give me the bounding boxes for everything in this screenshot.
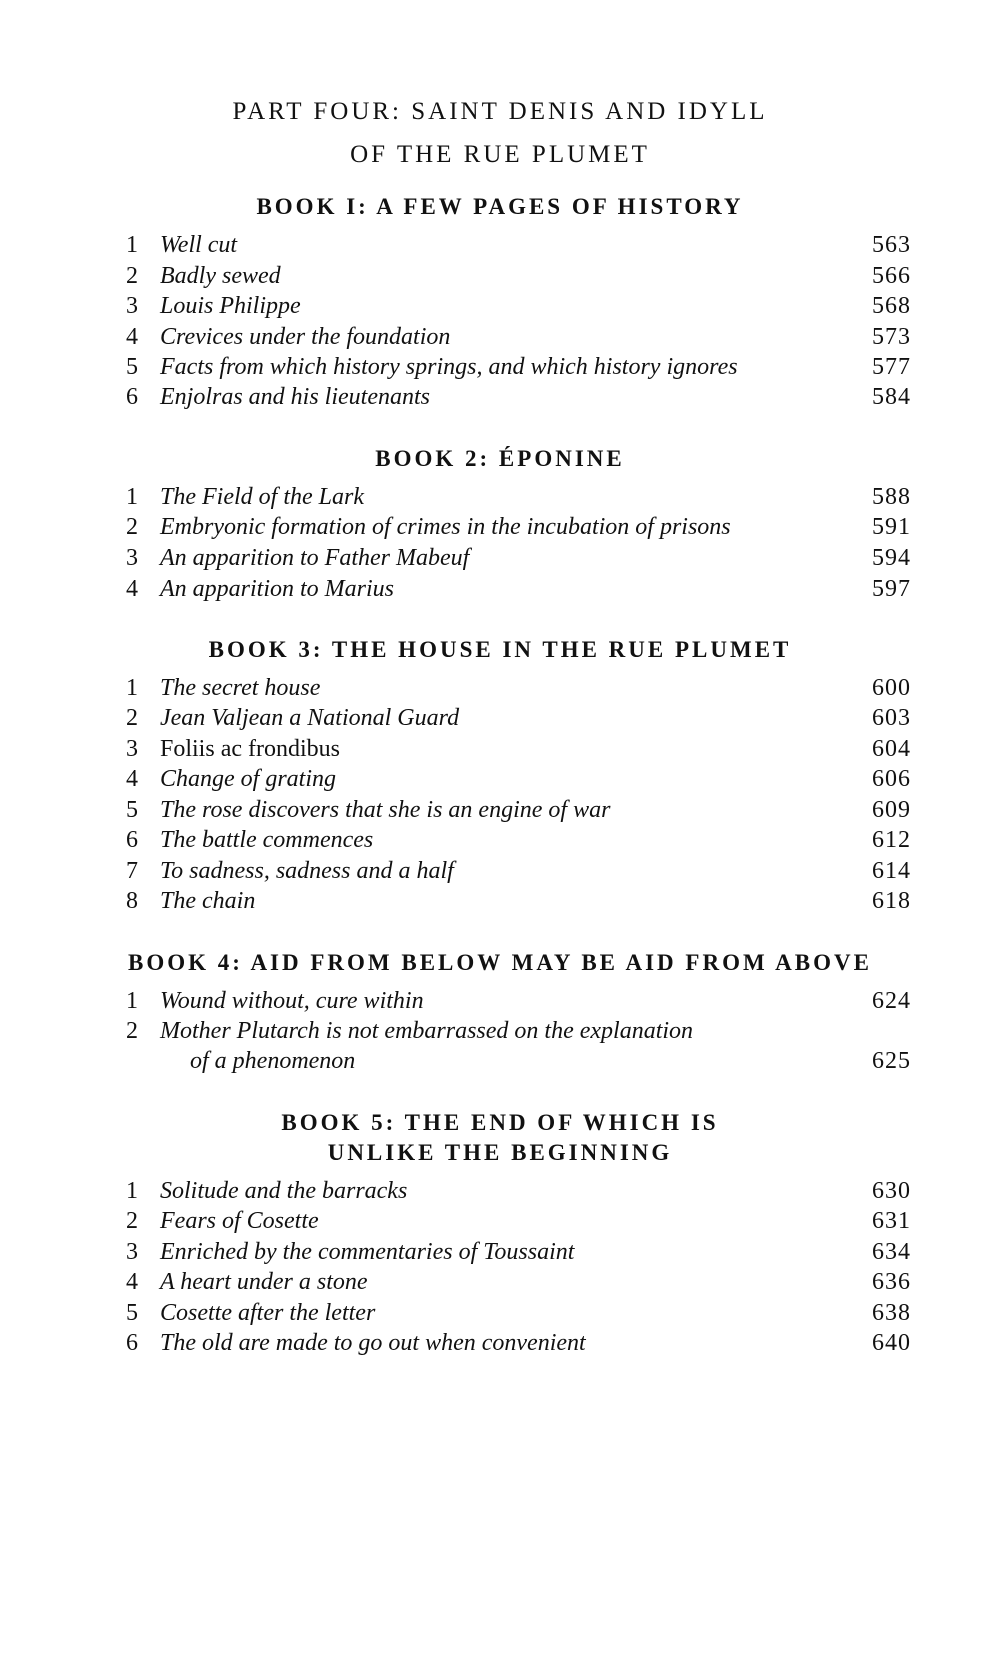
chapter-number: 3: [126, 545, 138, 571]
chapter-entry: [126, 384, 911, 414]
chapter-number: 1: [126, 675, 138, 701]
chapter-number: 6: [126, 1330, 138, 1356]
chapter-title: Badly sewed: [160, 263, 281, 289]
chapter-page: 603: [872, 705, 911, 731]
chapter-entry: [126, 1239, 911, 1269]
chapter-entry: [126, 858, 911, 888]
chapter-title: Crevices under the foundation: [160, 324, 451, 350]
chapter-entry: [126, 736, 911, 766]
book-3-title: BOOK 3: THE HOUSE IN THE RUE PLUMET: [208, 637, 792, 662]
chapter-entry: [126, 797, 911, 827]
chapter-number: 2: [126, 1018, 138, 1044]
chapter-entry: [126, 1330, 911, 1360]
chapter-title: Louis Philippe: [160, 293, 301, 319]
chapter-number: 5: [126, 797, 138, 823]
chapter-number: 1: [126, 232, 138, 258]
chapter-title-continued: of a phenomenon: [190, 1048, 356, 1074]
chapter-page: 594: [872, 545, 911, 571]
chapter-title: Solitude and the barracks: [160, 1178, 408, 1204]
chapter-number: 3: [126, 736, 138, 762]
chapter-title: Wound without, cure within: [160, 988, 424, 1014]
chapter-page: 630: [872, 1178, 911, 1204]
chapter-entry: [126, 232, 911, 262]
chapter-page: 566: [872, 263, 911, 289]
chapter-page: 584: [872, 384, 911, 410]
chapter-number: 6: [126, 384, 138, 410]
chapter-number: 5: [126, 354, 138, 380]
chapter-title: Mother Plutarch is not embarrassed on the explanation: [160, 1018, 694, 1044]
chapter-page: 636: [872, 1269, 911, 1295]
chapter-number: 2: [126, 705, 138, 731]
chapter-number: 1: [126, 484, 138, 510]
chapter-entry: [126, 675, 911, 705]
chapter-number: 3: [126, 1239, 138, 1265]
chapter-number: 2: [126, 263, 138, 289]
book-5-title: BOOK 5: THE END OF WHICH IS: [281, 1110, 719, 1135]
chapter-title: Change of grating: [160, 766, 337, 792]
chapter-entry: [126, 1269, 911, 1299]
chapter-entry: [126, 293, 911, 323]
chapter-title: Enriched by the commentaries of Toussaint: [160, 1239, 575, 1265]
chapter-title: An apparition to Marius: [160, 576, 395, 602]
chapter-title: The rose discovers that she is an engine of war: [160, 797, 611, 823]
chapter-page: 612: [872, 827, 911, 853]
chapter-page: 634: [872, 1239, 911, 1265]
chapter-entry: [126, 705, 911, 735]
chapter-page: 624: [872, 988, 911, 1014]
chapter-entry: [126, 888, 911, 918]
chapter-page: 597: [872, 576, 911, 602]
chapter-entry: [126, 827, 911, 857]
chapter-page: 588: [872, 484, 911, 510]
chapter-page: 600: [872, 675, 911, 701]
chapter-title: Cosette after the letter: [160, 1300, 376, 1326]
chapter-title: Facts from which history springs, and which history ignores: [160, 354, 738, 380]
chapter-entry: [126, 484, 911, 514]
chapter-title: An apparition to Father Mabeuf: [160, 545, 470, 571]
chapter-page: 640: [872, 1330, 911, 1356]
chapter-number: 4: [126, 324, 138, 350]
chapter-entry: [126, 1300, 911, 1330]
chapter-number: 1: [126, 1178, 138, 1204]
chapter-title: Foliis ac frondibus: [160, 736, 340, 762]
book-2-title: BOOK 2: ÉPONINE: [375, 446, 625, 471]
chapter-entry: [126, 1018, 911, 1080]
chapter-title: Embryonic formation of crimes in the incubation of prisons: [160, 514, 731, 540]
chapter-title: Jean Valjean a National Guard: [160, 705, 460, 731]
chapter-entry: [126, 263, 911, 293]
chapter-number: 7: [126, 858, 138, 884]
chapter-title: Enjolras and his lieutenants: [160, 384, 430, 410]
chapter-page: 614: [872, 858, 911, 884]
chapter-entry: [126, 514, 911, 544]
book-5-title-continued: UNLIKE THE BEGINNING: [327, 1140, 673, 1165]
chapter-title: The Field of the Lark: [160, 484, 364, 510]
chapter-number: 2: [126, 514, 138, 540]
chapter-page: 563: [872, 232, 911, 258]
chapter-number: 4: [126, 576, 138, 602]
chapter-page: 573: [872, 324, 911, 350]
chapter-entry: [126, 545, 911, 575]
chapter-title: Fears of Cosette: [160, 1208, 319, 1234]
chapter-number: 5: [126, 1300, 138, 1326]
chapter-page: 609: [872, 797, 911, 823]
chapter-entry: [126, 1208, 911, 1238]
chapter-entry: [126, 324, 911, 354]
chapter-page: 625: [872, 1048, 911, 1074]
chapter-entry: [126, 354, 911, 384]
book-1-title: BOOK I: A FEW PAGES OF HISTORY: [256, 194, 744, 219]
chapter-number: 6: [126, 827, 138, 853]
chapter-title: The chain: [160, 888, 256, 914]
chapter-title: The old are made to go out when convenient: [160, 1330, 586, 1356]
chapter-title: The secret house: [160, 675, 321, 701]
chapter-page: 568: [872, 293, 911, 319]
chapter-entry: [126, 766, 911, 796]
chapter-page: 606: [872, 766, 911, 792]
chapter-number: 1: [126, 988, 138, 1014]
chapter-title: Well cut: [160, 232, 238, 258]
chapter-page: 638: [872, 1300, 911, 1326]
chapter-page: 618: [872, 888, 911, 914]
chapter-page: 591: [872, 514, 911, 540]
chapter-number: 8: [126, 888, 138, 914]
book-4-title: BOOK 4: AID FROM BELOW MAY BE AID FROM ABOVE: [128, 950, 872, 975]
chapter-number: 4: [126, 766, 138, 792]
chapter-page: 631: [872, 1208, 911, 1234]
chapter-entry: [126, 576, 911, 606]
chapter-title: The battle commences: [160, 827, 374, 853]
chapter-entry: [126, 988, 911, 1018]
chapter-title: A heart under a stone: [160, 1269, 368, 1295]
chapter-number: 2: [126, 1208, 138, 1234]
part-title-line-1: PART FOUR: SAINT DENIS AND IDYLL: [232, 98, 768, 125]
chapter-title: To sadness, sadness and a half: [160, 858, 454, 884]
chapter-page: 577: [872, 354, 911, 380]
part-title-line-2: OF THE RUE PLUMET: [350, 141, 650, 168]
chapter-entry: [126, 1178, 911, 1208]
chapter-number: 3: [126, 293, 138, 319]
chapter-number: 4: [126, 1269, 138, 1295]
chapter-page: 604: [872, 736, 911, 762]
